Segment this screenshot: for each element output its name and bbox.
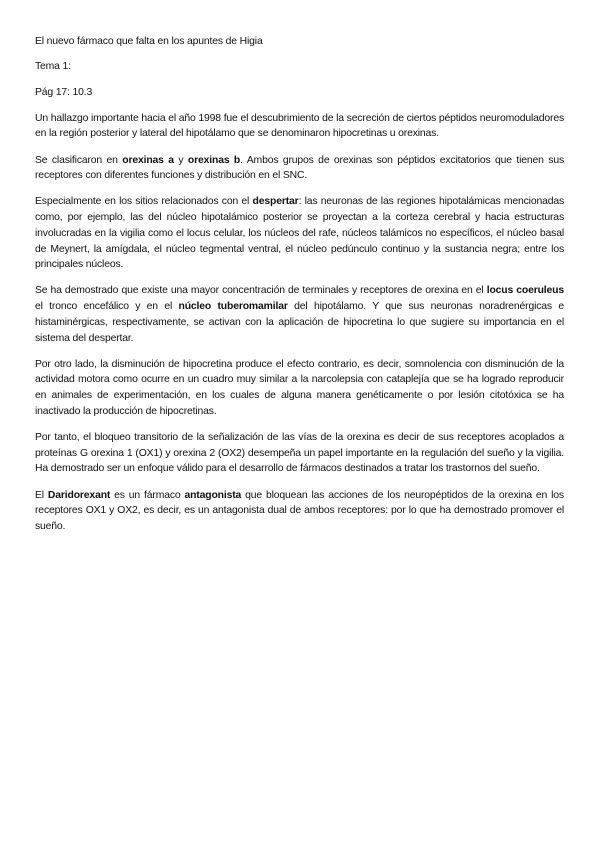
paragraph-discovery <box>35 111 564 142</box>
paragraph-hypocretin-decrease <box>35 357 564 420</box>
bold-term: núcleo tuberomamilar <box>178 301 288 313</box>
paragraph-text: El <box>35 489 48 501</box>
paragraph-locus-coeruleus <box>35 283 564 346</box>
paragraph-text: Un hallazgo importante hacia el año 1998 fue el descubrimiento de la secreción de ciertos péptidos neuromoduladores en la región posterior y lateral del hipotálamo que se denominaron hipocretinas u orexinas. <box>35 112 564 140</box>
bold-term: Daridorexant <box>47 489 111 501</box>
paragraph-text: Se ha demostrado que existe una mayor concentración de terminales y receptores de orexina en el <box>35 285 487 297</box>
paragraph-text: Por otro lado, la disminución de hipocretina produce el efecto contrario, es decir, somnolencia con disminución de la actividad motora como ocurre en un cuadro muy similar a la narcolepsia con cataplejía que se ha logrado reproducir en animales de experimentación, en los cuales de alguna manera genéticamente o por lesión citotóxica se ha inactivado la producción de hipocretinas. <box>35 358 564 417</box>
document-title: El nuevo fármaco que falta en los apuntes de Higia <box>35 36 263 47</box>
paragraph-text: Por tanto, el bloqueo transitorio de la señalización de las vías de la orexina es decir de sus receptores acoplados a proteínas G orexina 1 (OX1) y orexina 2 (OX2) desempeña un papel importante en la regulación del sueño y la vigilia. Ha demostrado ser un enfoque válido para el desarrollo de fármacos destinados a tratar los trastornos del sueño. <box>35 432 564 475</box>
bold-term: orexinas b <box>187 154 241 166</box>
paragraph-signaling-block <box>35 430 564 477</box>
paragraph-text: el tronco encefálico y en el <box>35 301 179 313</box>
paragraph-text: y <box>173 154 188 166</box>
paragraph-text: . Ambos grupos de orexinas son péptidos excitatorios que tienen sus receptores con diferentes funciones y distribución en el SNC. <box>35 154 564 182</box>
document-page <box>35 34 564 545</box>
paragraph-awakening <box>35 194 564 273</box>
paragraph-text: : las neuronas de las regiones hipotalámicas mencionadas como, por ejemplo, las del núcleo hipotalámico posterior se proyectan a la corteza cerebral y hacia estructuras involucradas en la vigilia como el locus celular, los núcleos del rafe, núcleos talámicos no específicos, el núcleo basal de Meynert, la amígdala, el núcleo tegmental ventral, el núcleo pedúnculo continuo y la sustancia negra; entre los principales núcleos. <box>35 196 565 271</box>
paragraph-text: que bloquean las acciones de los neuropéptidos de la orexina en los receptores OX1 y OX2, es decir, es un antagonista dual de ambos receptores: por lo que ha demostrado promover el sueño. <box>35 489 564 533</box>
paragraph-text: Especialmente en los sitios relacionados con el <box>35 196 253 208</box>
bold-term: despertar <box>252 196 299 208</box>
paragraph-text: es un fármaco <box>110 489 185 501</box>
bold-term: orexinas a <box>122 154 174 166</box>
bold-term: antagonista <box>184 489 242 501</box>
paragraph-classification <box>35 153 564 184</box>
paragraph-text: Se clasificaron en <box>35 154 123 166</box>
paragraph-text: del hipotálamo. Y que sus neuronas noradrenérgicas e histaminérgicas, respectivamente, se activan con la aplicación de hipocretina lo que sugiere su importancia en el sistema del despertar. <box>35 301 564 344</box>
page-reference: Pág 17: 10.3 <box>35 86 93 98</box>
bold-term: locus coeruleus <box>486 285 564 297</box>
paragraph-daridorexant <box>35 488 564 535</box>
topic-label: Tema 1: <box>35 61 71 73</box>
